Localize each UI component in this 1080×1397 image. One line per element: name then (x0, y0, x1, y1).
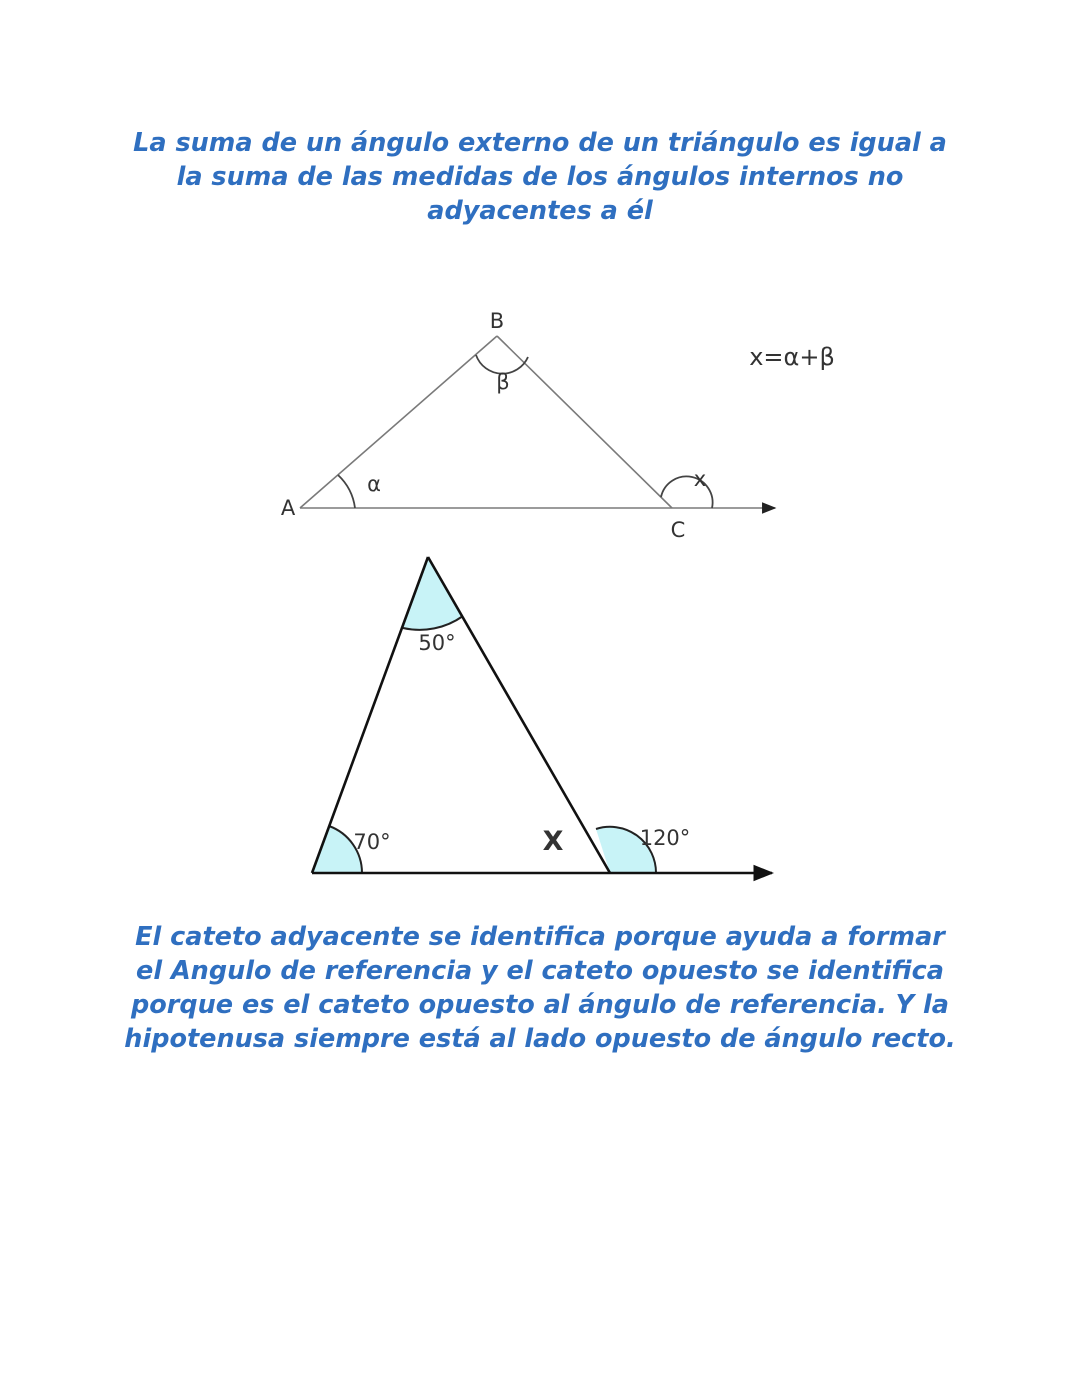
alpha-arc (338, 475, 355, 508)
outro-paragraph: El cateto adyacente se identifica porque ayuda a formar el Angulo de referencia y el cateto opuesto se identifica porque es el cateto opuesto al ángulo de referencia. Y la hipotenusa siempre está al lado opuesto de ángulo recto. (124, 922, 956, 1054)
triangle-side-bc (497, 336, 672, 508)
exterior-angle-label: x (693, 467, 707, 491)
beta-label: β (496, 370, 510, 394)
vertex-a-label: A (280, 496, 296, 520)
formula-label: x=α+β (749, 343, 835, 371)
example-triangle-diagram (0, 545, 1080, 890)
left-angle-label: 70° (353, 830, 391, 854)
intro-paragraph: La suma de un ángulo externo de un triángulo es igual a la suma de las medidas de los ángulos internos no adyacentes a él (133, 128, 947, 226)
top-angle-label: 50° (418, 631, 456, 655)
vertex-c-label: C (670, 518, 686, 542)
vertex-b-label: B (489, 309, 505, 333)
unknown-angle-label: X (542, 826, 564, 857)
example-side-left (312, 557, 428, 873)
example-side-right (428, 557, 610, 873)
exterior-angle-diagram (0, 295, 1080, 555)
exterior-angle-value-label: 120° (639, 826, 691, 850)
alpha-label: α (367, 472, 381, 496)
triangle-side-ab (300, 336, 497, 508)
